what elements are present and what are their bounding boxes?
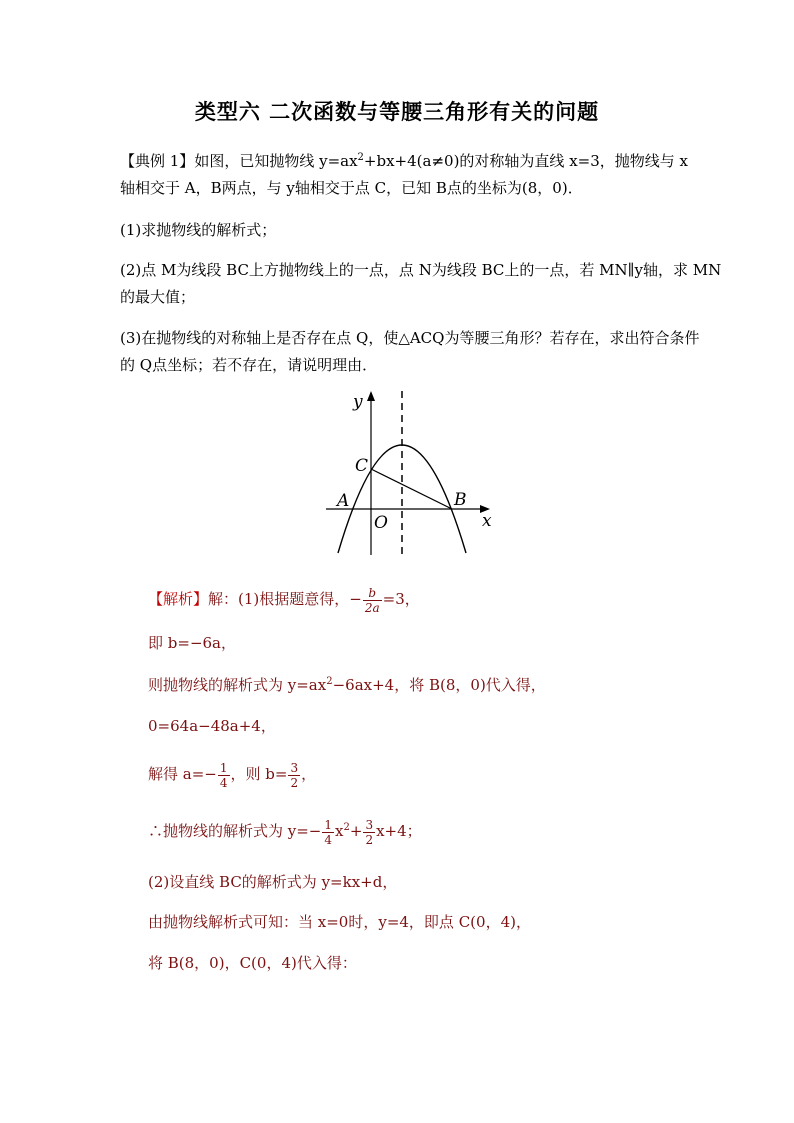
fraction-1-over-4: $\frac{1}{4}$	[219, 760, 228, 790]
solution-line-3: 则抛物线的解析式为 $y=ax^2-6ax+4$，将 B(8，0)代入得，	[148, 676, 546, 694]
point-label-a: A	[337, 491, 350, 511]
problem-line-2: 轴相交于 A，B两点，与 y轴相交于点 C，已知 B点的坐标为(8，0)．	[120, 179, 583, 197]
page-title: 类型六 二次函数与等腰三角形有关的问题	[194, 99, 600, 124]
solution-line-2: 即 b=−6a，	[148, 634, 236, 652]
fraction-3-over-2-b: $\frac{3}{2}$	[365, 817, 374, 847]
solution-line-7: (2)设直线 BC的解析式为 y=kx+d，	[148, 873, 398, 891]
problem-tag: 【典例 1】	[120, 152, 195, 170]
axis-label-x: x	[482, 511, 492, 531]
point-label-b: B	[454, 490, 467, 510]
question-2-line-1: (2)点 M为线段 BC上方抛物线上的一点，点 N为线段 BC上的一点，若 MN∥y轴，求 MN	[120, 261, 722, 279]
solution-line-4: 0=64a−48a+4，	[148, 717, 276, 735]
solution-tag: 【解析】	[148, 590, 209, 608]
solution-line-9: 将 B(8，0)，C(0，4)代入得：	[148, 954, 357, 972]
solution-line-8: 由抛物线解析式可知：当 x=0时，y=4，即点 C(0，4)，	[148, 913, 531, 931]
problem-line-1: 【典例 1】如图，已知抛物线 $y=ax^2+bx+4(a\ne 0)$的对称轴为直线 x=3，抛物线与 x	[120, 152, 688, 170]
solution-line-5: 解得 a=− $\frac{1}{4}$ ，则 b= $\frac{3}{2}$ ，	[148, 760, 317, 790]
origin-label-o: O	[374, 513, 388, 533]
question-3-line-2: 的 Q点坐标；若不存在，请说明理由．	[120, 356, 378, 374]
solution-line-1: 【解析】解：(1)根据题意得，− $\frac{b}{2a}$ =3，	[148, 585, 420, 615]
parabola-figure	[320, 385, 500, 560]
point-label-c: C	[355, 456, 369, 476]
question-3-line-1: (3)在抛物线的对称轴上是否存在点 Q，使△ACQ为等腰三角形？若存在，求出符合条件	[120, 329, 700, 347]
segment-cb	[371, 469, 452, 509]
solution-line-6: ∴抛物线的解析式为 y=− $\frac{1}{4}$ $x^2+$ $\frac{3}{2}$ x+4；	[148, 817, 422, 847]
y-axis-arrow	[367, 391, 375, 401]
fraction-1-over-4-b: $\frac{1}{4}$	[324, 817, 333, 847]
fraction-b-over-2a: $\frac{b}{2a}$	[364, 585, 380, 615]
question-2-line-2: 的最大值；	[120, 288, 196, 306]
fraction-3-over-2: $\frac{3}{2}$	[290, 760, 299, 790]
question-1: (1)求抛物线的解析式；	[120, 221, 277, 239]
axis-label-y: y	[353, 392, 363, 412]
